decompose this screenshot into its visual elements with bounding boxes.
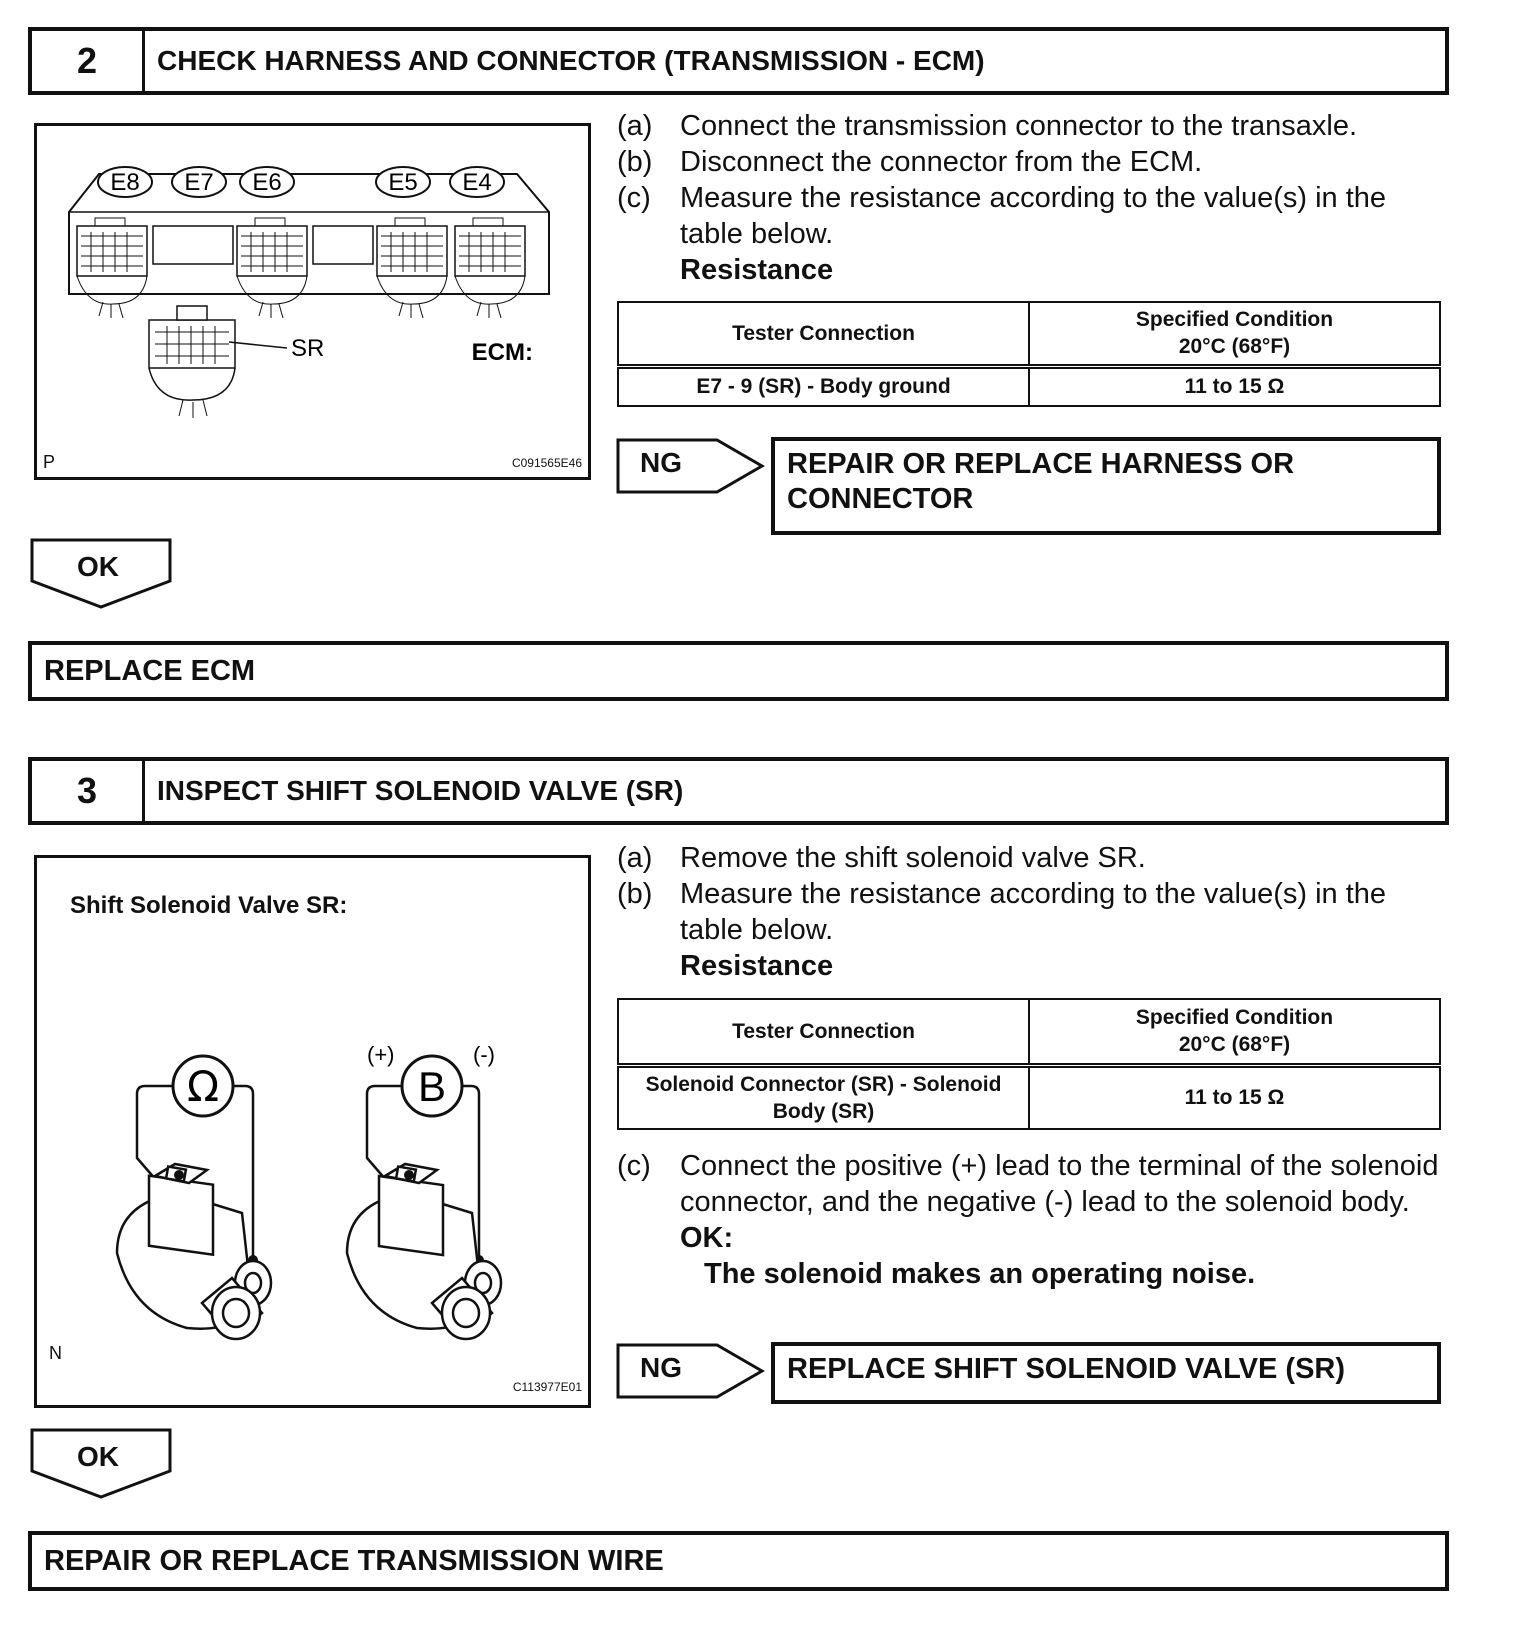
table-header-condition: Specified Condition 20°C (68°F)	[1029, 302, 1440, 366]
connector-label-e8: E8	[110, 169, 140, 196]
instruction-a: (a) Remove the shift solenoid valve SR.	[617, 842, 1146, 874]
instruction-a: (a) Connect the transmission connector to the transaxle.	[617, 110, 1358, 142]
ok-condition-label-row	[617, 1220, 1447, 1256]
ok-label: OK	[77, 551, 119, 582]
figure-corner-letter: P	[43, 452, 56, 472]
ng-action-box: REPLACE SHIFT SOLENOID VALVE (SR)	[771, 1342, 1441, 1404]
table-header-connection: Tester Connection	[618, 302, 1029, 366]
table-cell-condition: 11 to 15 Ω	[1029, 1065, 1440, 1129]
ng-label: NG	[640, 1352, 682, 1383]
solenoid-figure	[34, 855, 591, 1408]
table-cell-connection: Solenoid Connector (SR) - Solenoid Body (SR)	[618, 1065, 1029, 1129]
table-row	[618, 1065, 1440, 1129]
step-title: INSPECT SHIFT SOLENOID VALVE (SR)	[157, 775, 684, 806]
ng-arrow	[615, 1342, 765, 1400]
figure-code: C091565E46	[511, 456, 582, 470]
ng-label: NG	[640, 447, 682, 478]
instruction-c: (c) Measure the resistance according to the value(s) in the table below.	[617, 182, 1387, 250]
step-3-instruction-c	[617, 1148, 1447, 1292]
repair-transmission-wire-box: REPAIR OR REPLACE TRANSMISSION WIRE	[28, 1531, 1449, 1591]
connector-label-e6: E6	[252, 169, 282, 196]
ng-arrow	[615, 437, 765, 495]
spec-title: Resistance	[680, 254, 834, 286]
figure-corner-letter: N	[49, 1343, 62, 1363]
table-cell-condition: 11 to 15 Ω	[1029, 366, 1440, 406]
spec-title: Resistance	[680, 950, 834, 982]
ok-condition-row	[617, 1256, 1447, 1292]
step-number: 3	[32, 761, 145, 821]
instruction-c: (c) Connect the positive (+) lead to the terminal of the solenoid connector, and the negative (-) lead to the solenoid body.	[617, 1150, 1439, 1218]
table-cell-connection: E7 - 9 (SR) - Body ground	[618, 366, 1029, 406]
connector-label-e5: E5	[388, 169, 418, 196]
step-2-header	[28, 27, 1449, 95]
connector-label-e4: E4	[462, 169, 492, 196]
replace-ecm-box: REPLACE ECM	[28, 641, 1449, 701]
table-row	[618, 366, 1440, 406]
step-title: CHECK HARNESS AND CONNECTOR (TRANSMISSION - ECM)	[157, 45, 985, 76]
table-header-connection: Tester Connection	[618, 999, 1029, 1065]
minus-label: (-)	[473, 1042, 495, 1067]
step-3-instructions	[617, 840, 1447, 984]
ok-condition-text: The solenoid makes an operating noise.	[704, 1258, 1256, 1290]
connector-label-e7: E7	[184, 169, 214, 196]
plus-label: (+)	[367, 1042, 395, 1067]
spec-title-row	[617, 948, 1447, 984]
sr-terminal-label: SR	[291, 335, 325, 362]
ok-condition-label: OK:	[680, 1222, 734, 1254]
step-3-header	[28, 757, 1449, 825]
instruction-b: (b) Disconnect the connector from the ECM.	[617, 146, 1203, 178]
ecm-connector-illustration	[37, 126, 588, 477]
ohmmeter-icon: Ω	[186, 1062, 220, 1111]
step-number: 2	[32, 31, 145, 91]
spec-title-row	[617, 252, 1447, 288]
ng-action-box: REPAIR OR REPLACE HARNESS OR CONNECTOR	[771, 437, 1441, 535]
instruction-b: (b) Measure the resistance according to the value(s) in the table below.	[617, 878, 1387, 946]
step-2-spec-table	[617, 301, 1441, 407]
figure-title: Shift Solenoid Valve SR:	[70, 892, 348, 919]
figure-code: C113977E01	[512, 1380, 582, 1394]
ok-label: OK	[77, 1441, 119, 1472]
ecm-label: ECM:	[471, 339, 533, 366]
step-2-instructions	[617, 108, 1447, 288]
ecm-connector-figure	[34, 123, 591, 480]
battery-icon: B	[417, 1063, 447, 1110]
table-header-condition: Specified Condition 20°C (68°F)	[1029, 999, 1440, 1065]
solenoid-illustration	[37, 858, 588, 1405]
step-3-spec-table	[617, 998, 1441, 1130]
